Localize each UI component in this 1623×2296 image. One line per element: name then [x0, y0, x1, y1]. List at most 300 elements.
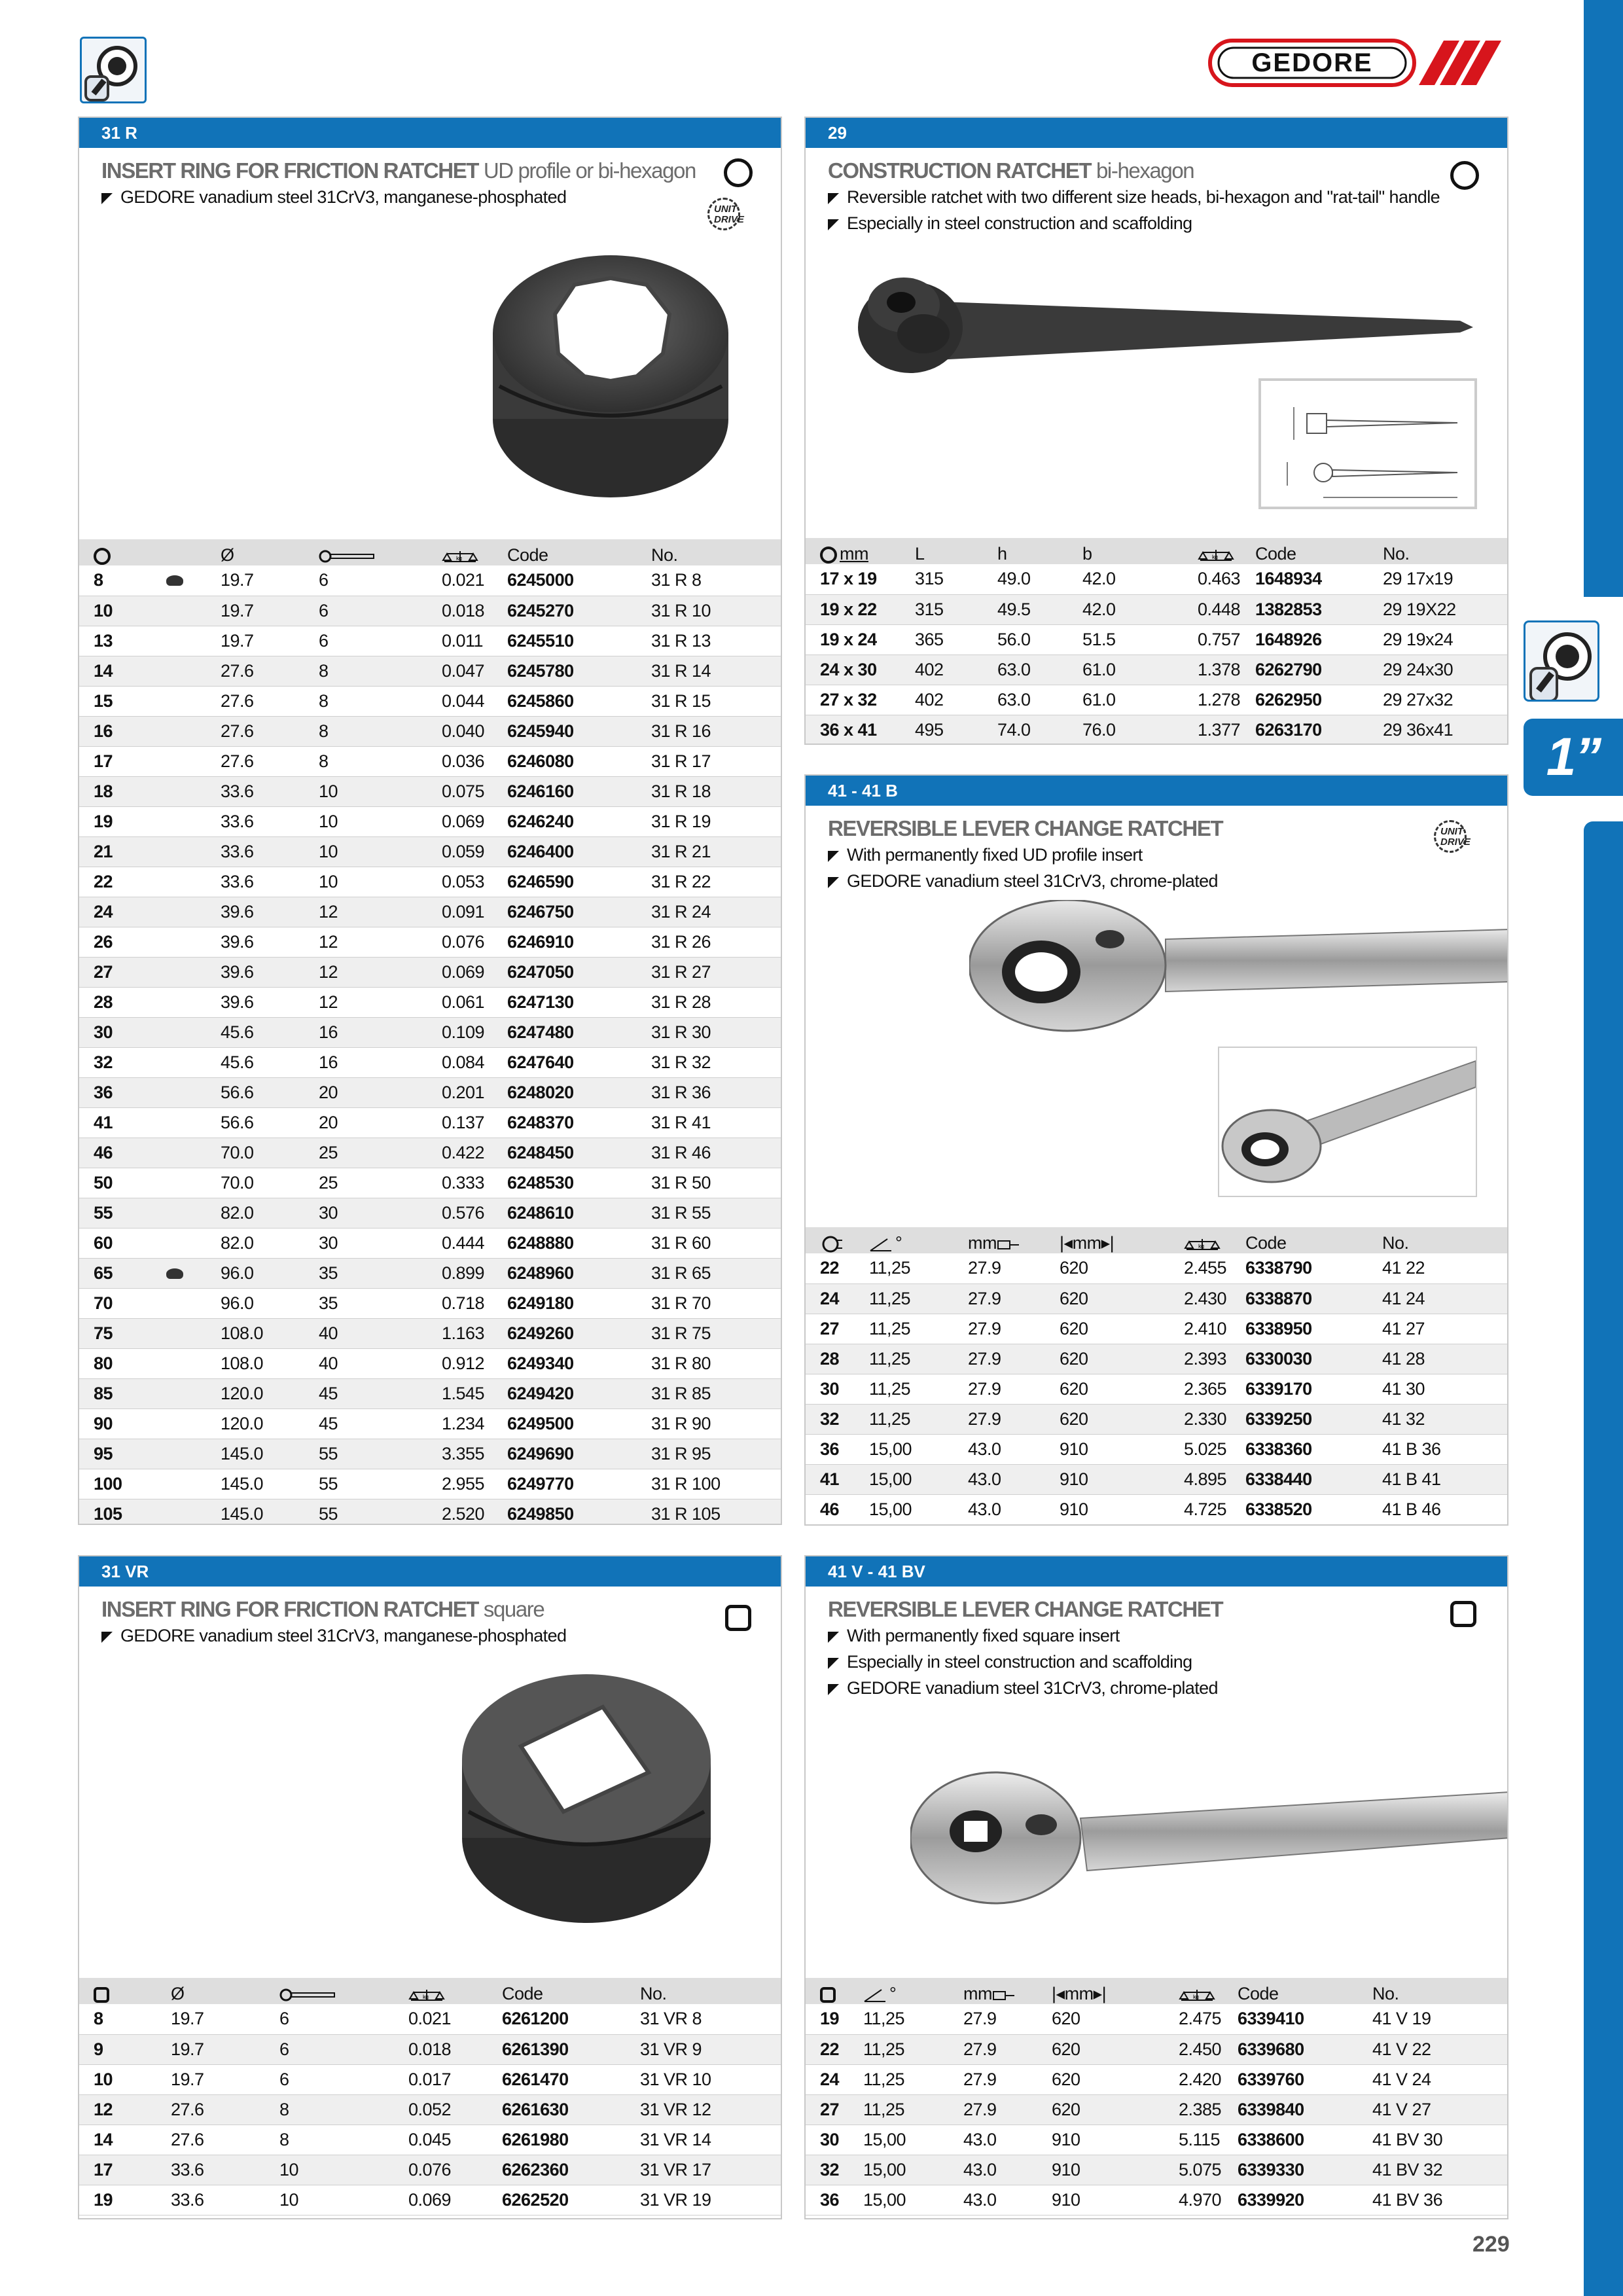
weight-cell: 2.475	[1179, 2004, 1238, 2034]
weight-cell: 2.520	[442, 1499, 507, 1525]
width-column-header	[319, 539, 442, 565]
table-row	[79, 1258, 781, 1288]
number-cell: 31 R 18	[651, 776, 781, 806]
bi-hexagon-profile-icon	[1450, 161, 1479, 190]
code-cell: 6339760	[1238, 2064, 1372, 2094]
code-column-header: Code	[502, 1978, 640, 2004]
number-cell: 31 R 50	[651, 1168, 781, 1198]
weight-cell: 0.444	[442, 1228, 507, 1258]
weight-cell: 2.450	[1179, 2034, 1238, 2064]
head-width-cell: 42.0	[1082, 564, 1198, 594]
angle-cell: 11,25	[863, 2094, 963, 2125]
diameter-cell: 33.6	[221, 836, 319, 867]
code-cell: 6330030	[1245, 1344, 1382, 1374]
weight-cell: 0.463	[1198, 564, 1255, 594]
weight-cell: 0.053	[442, 867, 507, 897]
table-row	[79, 1469, 781, 1499]
number-cell: 31 R 28	[651, 987, 781, 1017]
diameter-cell: 120.0	[221, 1378, 319, 1408]
code-cell: 6339410	[1238, 2004, 1372, 2034]
width-column-header	[279, 1978, 408, 2004]
table-row	[79, 1017, 781, 1047]
code-cell: 6262360	[502, 2155, 640, 2185]
diameter-cell: 27.6	[171, 2094, 279, 2125]
svg-text:kg: kg	[1212, 553, 1218, 560]
profile-marker-cell	[166, 1258, 221, 1288]
profile-marker-cell	[166, 1198, 221, 1228]
size-cell: 32	[806, 2155, 863, 2185]
feature-bullet: Especially in steel construction and scaffolding	[828, 1652, 1192, 1672]
size-cell: 30	[806, 2125, 863, 2155]
number-cell: 31 R 14	[651, 656, 781, 686]
profile-marker-cell	[166, 1288, 221, 1318]
angle-cell: 11,25	[863, 2034, 963, 2064]
code-cell: 6263170	[1255, 715, 1383, 745]
code-cell: 6245940	[507, 716, 651, 746]
code-cell: 6338600	[1238, 2125, 1372, 2155]
diameter-cell: 82.0	[221, 1198, 319, 1228]
code-cell: 6245510	[507, 626, 651, 656]
head-height-cell: 56.0	[997, 624, 1082, 655]
length-cell: 495	[915, 715, 997, 745]
size-cell: 14	[79, 2125, 171, 2155]
weight-cell: 4.725	[1184, 1494, 1245, 1524]
size-cell: 24	[79, 897, 166, 927]
diameter-cell: 19.7	[171, 2064, 279, 2094]
size-cell: 85	[79, 1378, 166, 1408]
table-row	[79, 686, 781, 716]
size-cell: 75	[79, 1318, 166, 1348]
product-panel-29	[804, 117, 1508, 745]
number-cell: 31 R 70	[651, 1288, 781, 1318]
head-thickness-cell: 43.0	[963, 2155, 1052, 2185]
code-cell: 6245780	[507, 656, 651, 686]
head-thickness-cell: 43.0	[968, 1464, 1060, 1494]
size-cell: 100	[79, 1469, 166, 1499]
profile-marker-cell	[166, 1469, 221, 1499]
size-cell: 17	[79, 746, 166, 776]
profile-marker-cell	[166, 867, 221, 897]
weight-column-header	[408, 1978, 502, 2004]
size-cell: 14	[79, 656, 166, 686]
weight-cell: 0.912	[442, 1348, 507, 1378]
bi-hexagon-profile-icon	[724, 158, 753, 187]
product-panel-41	[804, 774, 1508, 1526]
weight-cell: 0.757	[1198, 624, 1255, 655]
size-cell: 9	[79, 2034, 171, 2064]
table-row	[806, 2064, 1507, 2094]
size-cell: 36	[79, 1077, 166, 1107]
weight-cell: 2.420	[1179, 2064, 1238, 2094]
code-cell: 6338360	[1245, 1434, 1382, 1464]
table-row	[79, 1107, 781, 1138]
width-cell: 45	[319, 1408, 442, 1439]
weight-cell: 1.278	[1198, 685, 1255, 715]
ratchet-head-icon	[997, 1237, 1020, 1251]
diameter-cell: 96.0	[221, 1288, 319, 1318]
number-cell: 41 V 22	[1372, 2034, 1507, 2064]
number-cell: 41 22	[1382, 1253, 1507, 1283]
width-cell: 10	[319, 867, 442, 897]
size-cell: 27	[79, 957, 166, 987]
head-width-column-header: b	[1082, 538, 1198, 564]
width-cell: 20	[319, 1107, 442, 1138]
table-row	[806, 1253, 1507, 1283]
table-row	[79, 1138, 781, 1168]
table-row	[806, 624, 1507, 655]
wrench-dimension-icon	[279, 1988, 336, 2001]
length-cell: 910	[1052, 2125, 1179, 2155]
table-row	[79, 957, 781, 987]
angle-cell: 15,00	[869, 1464, 968, 1494]
diameter-column-header: Ø	[171, 1978, 279, 2004]
diameter-cell: 145.0	[221, 1499, 319, 1525]
number-cell: 31 R 41	[651, 1107, 781, 1138]
code-cell: 6246590	[507, 867, 651, 897]
table-row	[79, 1077, 781, 1107]
size-cell: 50	[79, 1168, 166, 1198]
size-cell: 19	[79, 806, 166, 836]
size-cell: 21	[79, 836, 166, 867]
square-insert-ring-image	[452, 1668, 721, 1929]
weight-column-header	[1184, 1227, 1245, 1253]
code-cell: 6245000	[507, 565, 651, 596]
profile-marker-cell	[166, 656, 221, 686]
code-cell: 6249500	[507, 1408, 651, 1439]
size-cell: 70	[79, 1288, 166, 1318]
code-cell: 6245270	[507, 596, 651, 626]
number-cell: 41 30	[1382, 1374, 1507, 1404]
table-row	[79, 565, 781, 596]
profile-marker-cell	[166, 1439, 221, 1469]
weight-cell: 2.410	[1184, 1314, 1245, 1344]
diameter-cell: 82.0	[221, 1228, 319, 1258]
number-cell: 29 19X22	[1383, 594, 1507, 624]
code-cell: 1382853	[1255, 594, 1383, 624]
width-cell: 8	[319, 746, 442, 776]
code-cell: 6246240	[507, 806, 651, 836]
profile-marker-cell	[166, 1168, 221, 1198]
weight-cell: 0.422	[442, 1138, 507, 1168]
code-cell: 6262950	[1255, 685, 1383, 715]
diameter-cell: 27.6	[221, 716, 319, 746]
code-cell: 6338790	[1245, 1253, 1382, 1283]
table-row	[79, 1288, 781, 1318]
page-number: 229	[1472, 2232, 1510, 2257]
code-column-header: Code	[1245, 1227, 1382, 1253]
width-cell: 10	[279, 2185, 408, 2215]
profile-marker-cell	[166, 927, 221, 957]
number-cell: 31 R 27	[651, 957, 781, 987]
scale-kg-icon	[1198, 547, 1234, 563]
head-height-cell: 63.0	[997, 685, 1082, 715]
article-number-bar: 31 VR	[79, 1556, 781, 1587]
head-thickness-cell: 27.9	[963, 2004, 1052, 2034]
table-row	[79, 656, 781, 686]
angle-cell: 15,00	[863, 2125, 963, 2155]
construction-ratchet-image	[845, 262, 1486, 373]
diameter-cell: 145.0	[221, 1469, 319, 1499]
size-cell: 12	[79, 2094, 171, 2125]
number-column-header: No.	[1382, 1227, 1507, 1253]
number-cell: 29 36x41	[1383, 715, 1507, 745]
profile-marker-cell	[166, 776, 221, 806]
angle-cell: 15,00	[869, 1494, 968, 1524]
number-cell: 29 24x30	[1383, 655, 1507, 685]
angle-cell: 11,25	[869, 1283, 968, 1314]
table-row	[806, 1374, 1507, 1404]
weight-cell: 1.378	[1198, 655, 1255, 685]
table-row	[806, 564, 1507, 594]
head-width-cell: 61.0	[1082, 655, 1198, 685]
width-cell: 55	[319, 1469, 442, 1499]
number-cell: 31 R 60	[651, 1228, 781, 1258]
head-width-cell: 76.0	[1082, 715, 1198, 745]
size-cell: 55	[79, 1198, 166, 1228]
number-cell: 31 R 21	[651, 836, 781, 867]
profile-marker-cell	[166, 686, 221, 716]
diameter-cell: 56.6	[221, 1107, 319, 1138]
weight-cell: 0.109	[442, 1017, 507, 1047]
head-height-cell: 49.0	[997, 564, 1082, 594]
weight-cell: 0.011	[442, 626, 507, 656]
profile-marker-cell	[166, 746, 221, 776]
weight-cell: 4.970	[1179, 2185, 1238, 2215]
weight-cell: 0.075	[442, 776, 507, 806]
head-thickness-cell: 43.0	[968, 1494, 1060, 1524]
svg-text:kg: kg	[1198, 1242, 1204, 1249]
weight-cell: 0.448	[1198, 594, 1255, 624]
angle-cell: 11,25	[869, 1404, 968, 1434]
code-cell: 6248960	[507, 1258, 651, 1288]
size-column-header	[806, 1978, 863, 2004]
width-cell: 8	[319, 686, 442, 716]
code-cell: 1648934	[1255, 564, 1383, 594]
code-cell: 6338870	[1245, 1283, 1382, 1314]
number-cell: 31 R 46	[651, 1138, 781, 1168]
number-cell: 41 B 46	[1382, 1494, 1507, 1524]
code-cell: 6248370	[507, 1107, 651, 1138]
table-row	[79, 776, 781, 806]
head-height-cell: 49.5	[997, 594, 1082, 624]
length-cell: 620	[1052, 2004, 1179, 2034]
weight-cell: 1.234	[442, 1408, 507, 1439]
head-thickness-column-header: mm	[968, 1227, 1060, 1253]
width-cell: 12	[319, 897, 442, 927]
number-cell: 41 B 36	[1382, 1434, 1507, 1464]
profile-marker-cell	[166, 897, 221, 927]
profile-marker-cell	[166, 957, 221, 987]
code-cell: 6246400	[507, 836, 651, 867]
table-row	[79, 927, 781, 957]
number-cell: 31 R 36	[651, 1077, 781, 1107]
head-thickness-cell: 27.9	[963, 2034, 1052, 2064]
width-cell: 30	[319, 1198, 442, 1228]
feature-bullet: GEDORE vanadium steel 31CrV3, manganese-phosphated	[101, 187, 566, 207]
code-cell: 6339840	[1238, 2094, 1372, 2125]
code-cell: 6262790	[1255, 655, 1383, 685]
code-cell: 1648926	[1255, 624, 1383, 655]
product-title: REVERSIBLE LEVER CHANGE RATCHET	[828, 816, 1223, 840]
size-column-header: mm	[806, 538, 915, 564]
lever-ratchet-image	[969, 900, 1508, 1057]
code-cell: 6249340	[507, 1348, 651, 1378]
number-cell: 41 28	[1382, 1344, 1507, 1374]
square-profile-icon	[725, 1605, 751, 1631]
feature-bullet: GEDORE vanadium steel 31CrV3, chrome-plated	[828, 1678, 1218, 1698]
size-column-header	[806, 1227, 869, 1253]
code-cell: 6249180	[507, 1288, 651, 1318]
width-cell: 12	[319, 957, 442, 987]
table-row	[806, 1494, 1507, 1524]
table-row	[79, 2155, 781, 2185]
scale-kg-icon	[442, 548, 478, 564]
number-cell: 31 R 80	[651, 1348, 781, 1378]
angle-icon	[869, 1236, 895, 1252]
weight-cell: 0.040	[442, 716, 507, 746]
profile-marker-cell	[166, 1228, 221, 1258]
length-cell: 402	[915, 655, 997, 685]
table-row	[806, 1283, 1507, 1314]
size-cell: 19 x 22	[806, 594, 915, 624]
head-thickness-cell: 27.9	[963, 2064, 1052, 2094]
svg-text:kg: kg	[423, 1993, 429, 2000]
product-title: INSERT RING FOR FRICTION RATCHET UD profile or bi-hexagon	[101, 158, 696, 183]
diameter-cell: 45.6	[221, 1017, 319, 1047]
size-cell: 36	[806, 1434, 869, 1464]
table-row	[806, 1314, 1507, 1344]
angle-column-header: °	[863, 1978, 963, 2004]
profile-marker-cell	[166, 836, 221, 867]
size-cell: 30	[806, 1374, 869, 1404]
product-panel-31vr	[78, 1555, 782, 2219]
weight-cell: 2.955	[442, 1469, 507, 1499]
diameter-cell: 39.6	[221, 987, 319, 1017]
ratchet-head-icon	[992, 1988, 1016, 2002]
product-panel-31r	[78, 117, 782, 1525]
weight-column-header	[442, 539, 507, 565]
length-cell: 910	[1052, 2155, 1179, 2185]
table-row	[79, 1439, 781, 1469]
bi-hexagon-icon	[820, 547, 837, 564]
weight-cell: 0.091	[442, 897, 507, 927]
size-cell: 8	[79, 565, 166, 596]
head-thickness-cell: 43.0	[963, 2125, 1052, 2155]
width-cell: 10	[319, 836, 442, 867]
code-column-header: Code	[507, 539, 651, 565]
size-cell: 27	[806, 2094, 863, 2125]
weight-cell: 0.017	[408, 2064, 502, 2094]
gedore-logo	[1208, 38, 1503, 88]
size-column-header	[79, 1978, 171, 2004]
weight-cell: 0.021	[408, 2004, 502, 2034]
number-cell: 29 19x24	[1383, 624, 1507, 655]
size-cell: 15	[79, 686, 166, 716]
number-cell: 41 V 24	[1372, 2064, 1507, 2094]
size-cell: 30	[79, 1017, 166, 1047]
size-cell: 46	[806, 1494, 869, 1524]
number-cell: 41 24	[1382, 1283, 1507, 1314]
code-cell: 6247130	[507, 987, 651, 1017]
length-cell: 620	[1060, 1314, 1184, 1344]
weight-cell: 0.718	[442, 1288, 507, 1318]
number-column-header: No.	[1372, 1978, 1507, 2004]
number-column-header: No.	[651, 539, 781, 565]
head-thickness-column-header: mm	[963, 1978, 1052, 2004]
bi-hexagon-icon	[94, 548, 111, 565]
number-cell: 31 VR 8	[640, 2004, 781, 2034]
diameter-cell: 39.6	[221, 897, 319, 927]
number-cell: 31 R 13	[651, 626, 781, 656]
size-cell: 22	[79, 867, 166, 897]
width-cell: 40	[319, 1348, 442, 1378]
head-height-cell: 74.0	[997, 715, 1082, 745]
code-cell: 6338950	[1245, 1314, 1382, 1344]
number-cell: 31 R 19	[651, 806, 781, 836]
size-cell: 10	[79, 596, 166, 626]
weight-cell: 0.052	[408, 2094, 502, 2125]
size-column-header	[79, 539, 166, 565]
size-cell: 27 x 32	[806, 685, 915, 715]
code-cell: 6248610	[507, 1198, 651, 1228]
diameter-cell: 33.6	[221, 867, 319, 897]
diameter-cell: 19.7	[171, 2034, 279, 2064]
weight-cell: 0.044	[442, 686, 507, 716]
width-cell: 45	[319, 1378, 442, 1408]
angle-cell: 11,25	[863, 2004, 963, 2034]
width-cell: 30	[319, 1228, 442, 1258]
diameter-cell: 96.0	[221, 1258, 319, 1288]
length-cell: 620	[1060, 1253, 1184, 1283]
number-column-header: No.	[1383, 538, 1507, 564]
table-row	[806, 2125, 1507, 2155]
chapter-tab-top	[1584, 0, 1623, 597]
length-cell: 910	[1052, 2185, 1179, 2215]
diameter-cell: 70.0	[221, 1138, 319, 1168]
head-thickness-cell: 27.9	[963, 2094, 1052, 2125]
number-cell: 29 17x19	[1383, 564, 1507, 594]
table-row	[806, 594, 1507, 624]
length-cell: 620	[1052, 2034, 1179, 2064]
table-row	[79, 2094, 781, 2125]
code-cell: 6249420	[507, 1378, 651, 1408]
angle-cell: 11,25	[869, 1344, 968, 1374]
weight-cell: 0.018	[408, 2034, 502, 2064]
width-cell: 12	[319, 927, 442, 957]
number-cell: 31 R 16	[651, 716, 781, 746]
table-row	[79, 2004, 781, 2034]
code-cell: 6248020	[507, 1077, 651, 1107]
table-row	[79, 1168, 781, 1198]
weight-cell: 0.084	[442, 1047, 507, 1077]
unit-drive-badge-icon: UNIT DRIVE	[1434, 820, 1480, 854]
head-width-cell: 51.5	[1082, 624, 1198, 655]
angle-cell: 11,25	[869, 1253, 968, 1283]
code-cell: 6339680	[1238, 2034, 1372, 2064]
profile-marker-cell	[166, 1499, 221, 1525]
profile-marker-cell	[166, 716, 221, 746]
table-row	[79, 2185, 781, 2215]
table-row	[79, 1378, 781, 1408]
size-cell: 28	[79, 987, 166, 1017]
number-cell: 31 R 22	[651, 867, 781, 897]
table-row	[79, 987, 781, 1017]
size-cell: 19	[806, 2004, 863, 2034]
ratchet-category-icon	[80, 37, 147, 103]
size-cell: 26	[79, 927, 166, 957]
diameter-cell: 108.0	[221, 1348, 319, 1378]
head-thickness-cell: 43.0	[963, 2185, 1052, 2215]
